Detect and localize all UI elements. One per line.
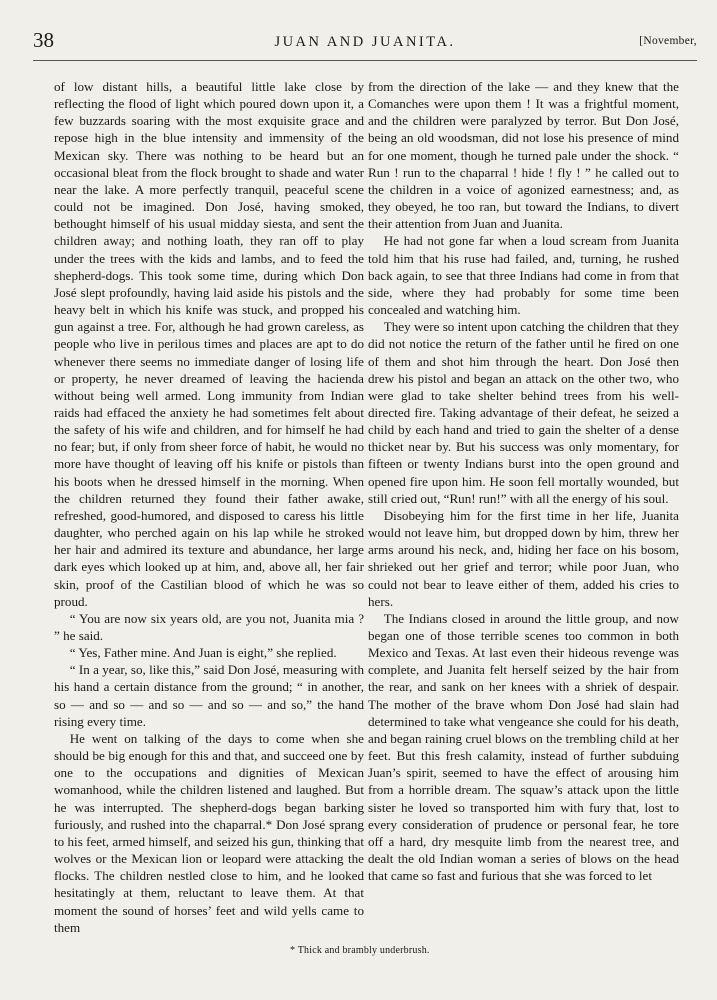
page-number: 38 bbox=[33, 28, 54, 52]
footnote: * Thick and brambly underbrush. bbox=[290, 945, 430, 956]
paragraph: of low distant hills, a beautiful little lake close by reflecting the flood of light which poured down upon it, a few buzzards soaring with the most exquisite grace and repose high in the blue intensity and immensity of the Mexican sky. There was nothing to be heard but an occasional bleat from the flock brought to shade and water near the lake. A more perfectly tranquil, peaceful scene could not be imagined. Don José, having smoked, bethought himself of his usual midday siesta, and sent the children away; and nothing loath, they ran off to play under the trees with the kids and lambs, and to feed the shepherd-dogs. This took some time, during which Don José slept profoundly, having laid aside his pistols and the heavy belt in which his knife was stuck, and propped his gun against a tree. For, although he had grown careless, as people who live in perilous times and places are apt to do whenever there seems no immediate danger of losing life or property, he never dreamed of leaving the hacienda without being well armed. Long immunity from Indian raids had effaced the anxiety he had sometimes felt about the safety of his wife and children, and for himself he had no fear; but, if only from sheer force of habit, he would no more have thought of leaving off his knife or pistols than his boots when he dressed himself in the morning. When the children returned they found their father awake, refreshed, good-humored, and disposed to caress his little daughter, who perched again on his lap while he stroked her hair and admired its texture and abundance, her large dark eyes which looked up at him, and, above all, her fair skin, proof of the Castilian blood of which he was so proud. bbox=[54, 79, 364, 609]
page-header bbox=[33, 28, 697, 58]
paragraph: “ You are now six years old, are you not, Juanita mia ? ” he said. bbox=[54, 610, 364, 643]
paragraph: He went on talking of the days to come when she should be big enough for this and that, and succeed one by one to the occupations and dignities of Mexican womanhood, while the children listened and laughed. But he was interrupted. The shepherd-dogs began barking furiously, and rushed into the chaparral.* Don José sprang to his feet, armed himself, and seized his gun, thinking that wolves or the Mexican lion or leopard were attacking the flocks. The children nestled close to him, and he looked hesitatingly at them, reluctant to leave them. At that moment the sound of horses’ feet and wild yells came to them bbox=[54, 730, 364, 935]
issue-month: [November, bbox=[639, 35, 697, 47]
paragraph: He had not gone far when a loud scream from Juanita told him that his ruse had failed, and, turning, he rushed back again, to see that three Indians had come in from that side, where they had probably for some time been concealed and watching him. bbox=[368, 233, 679, 318]
paragraph: Disobeying him for the first time in her life, Juanita would not leave him, but dropped down by him, threw her arms around his neck, and, hiding her face on his bosom, shrieked out her grief and terror; while poor Juan, who could not bear to leave either of them, added his cries to hers. bbox=[368, 507, 679, 609]
right-column bbox=[368, 78, 679, 884]
left-column bbox=[54, 78, 364, 936]
paragraph: “ In a year, so, like this,” said Don José, measuring with his hand a certain distance from the ground; “ in another, so — and so — and so — and so — and so,” the hand rising every time. bbox=[54, 662, 364, 729]
paragraph: The Indians closed in around the little group, and now began one of those terrible scenes too common in both Mexico and Texas. At last even their hideous revenge was complete, and Juanita felt herself seized by the hair from the rear, and sank on her knees with a shriek of despair. The mother of the brave whom Don José had slain had determined to take what vengeance she could for his death, and began raining cruel blows on the trembling child at her feet. But this fresh calamity, instead of further subduing Juan’s spirit, seemed to have the effect of arousing him from a horrible dream. The squaw’s attack upon the little sister he loved so transported him with fury that, lost to every consideration of prudence or personal fear, he tore off a hard, dry mesquite limb from the nearest tree, and dealt the old Indian woman a series of blows on the head that came so fast and furious that she was forced to let bbox=[368, 610, 679, 884]
paragraph: They were so intent upon catching the children that they did not notice the return of the father until he fired on one of them and shot him through the heart. Don José then drew his pistol and began an attack on the other two, who were glad to take shelter behind trees from his well-directed fire. Taking advantage of their defeat, he seized a child by each hand and tried to gain the shelter of a dense thicket near by. But his success was only momentary, for fifteen or twenty Indians burst into the open ground and opened fire upon him. He soon fell mortally wounded, but still cried out, “Run! run!” with all the energy of his soul. bbox=[368, 319, 679, 506]
paragraph: from the direction of the lake — and they knew that the Comanches were upon them ! It was a frightful moment, and the children were paralyzed by terror. But Don José, being an old woodsman, did not lose his presence of mind for one moment, though he turned pale under the shock. “ Run ! run to the chaparral ! hide ! fly ! ” he called out to the children in a voice of agonized earnestness; and, as they obeyed, he too ran, but toward the Indians, to divert their attention from Juan and Juanita. bbox=[368, 79, 679, 232]
paragraph: “ Yes, Father mine. And Juan is eight,” she replied. bbox=[69, 645, 337, 661]
running-title: JUAN AND JUANITA. bbox=[274, 34, 456, 50]
header-rule bbox=[33, 60, 697, 61]
